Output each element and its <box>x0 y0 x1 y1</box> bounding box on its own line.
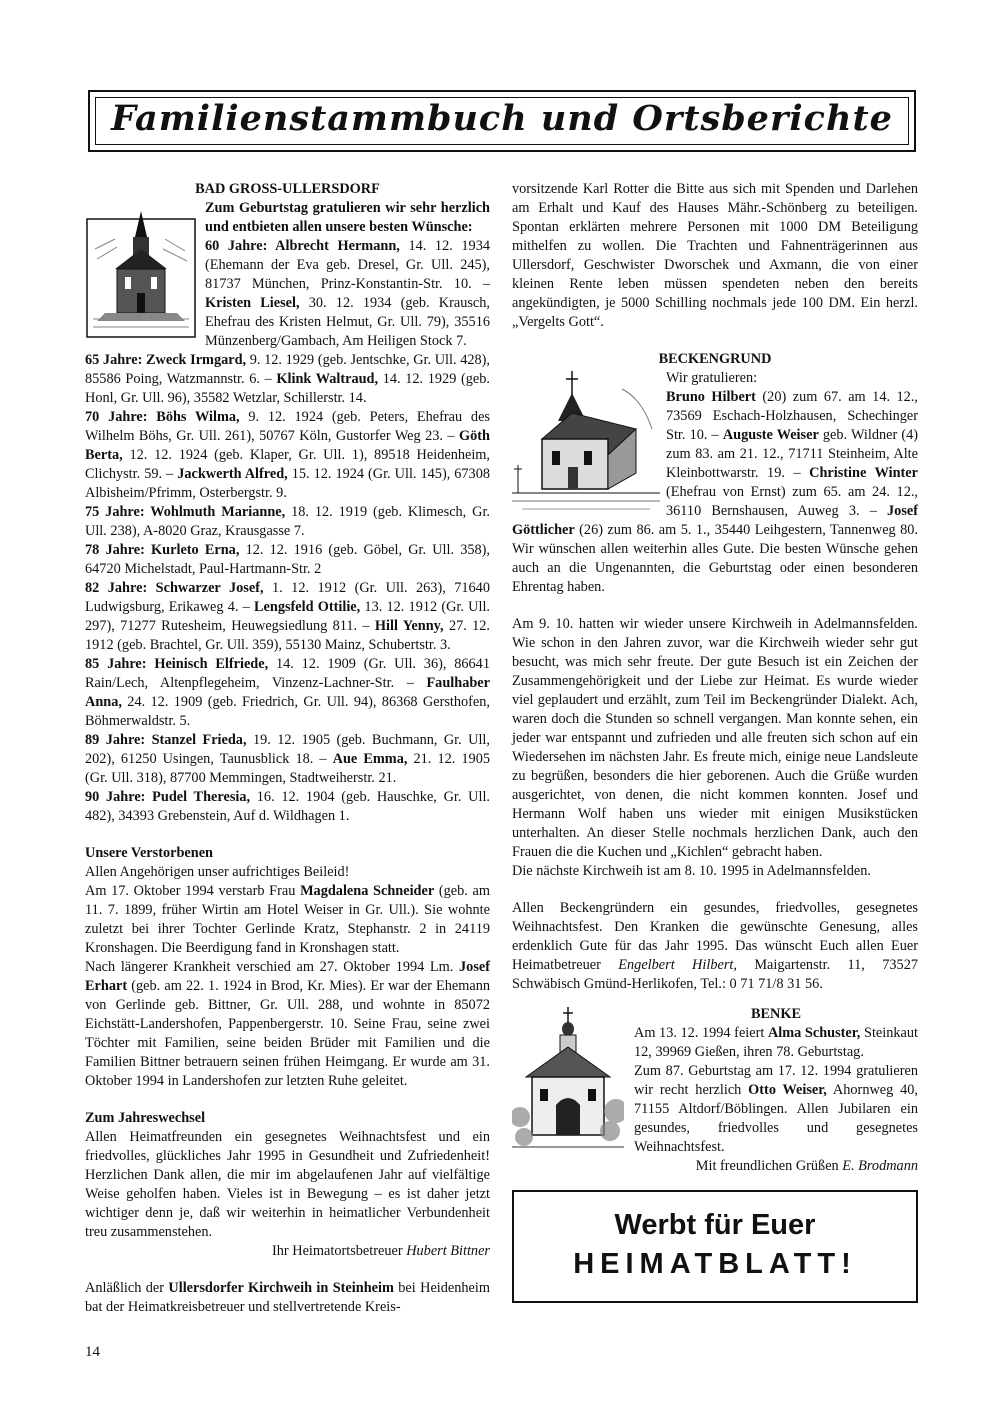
church-illustration-ullersdorf <box>85 209 197 339</box>
next-kirchweih: Die nächste Kirchweih ist am 8. 10. 1995 in Adelmannsfelden. <box>512 863 871 879</box>
section-title-beckengrund: BECKENGRUND <box>658 351 772 367</box>
benke-signature: Mit freundlichen Grüßen E. Brodmann <box>695 1158 918 1174</box>
birthday-entry: 90 Jahre: Pudel Theresia, 16. 12. 1904 (geb. Hauschke, Gr. Ull. 482), 34393 Grebenstein, Auf d. Wildhagen 1. <box>85 789 490 824</box>
beckengrund-greetings: Allen Beckengründern ein gesundes, friedvolles, gesegnetes Weihnachtsfest. Den Kranken die gewünschte Genesung, alles erdenklich Gute für das Jahr 1995. Das wünscht Euch allen Euer Heimatbetreuer Engelbert Hilbert, Maigartenstr. 11, 73527 Schwäbisch Gmünd-Herlikofen, Tel.: 0 71 71/8 31 56. <box>512 900 919 992</box>
birthday-entry: 65 Jahre: Zweck Irmgard, 9. 12. 1929 (geb. Jentschke, Gr. Ull. 428), 85586 Poing, Watzmannstr. 6. – Klink Waltraud, 14. 12. 1929 (geb. Honl, Gr. Ull. 96), 35582 Wetzlar, Schillerstr. 14. <box>85 352 490 406</box>
new-year-heading: Zum Jahreswechsel <box>85 1110 206 1126</box>
page-number: 14 <box>85 1344 100 1360</box>
advertisement-box <box>512 1190 918 1303</box>
benke-birthday-1: Am 13. 12. 1994 feiert Alma Schuster, Steinkaut 12, 39969 Gießen, ihren 78. Geburtstag. <box>634 1025 918 1060</box>
chapel-illustration-beckengrund <box>512 369 660 519</box>
chapel-illustration-benke <box>512 1007 624 1157</box>
deceased-paragraph: Am 17. Oktober 1994 verstarb Frau Magdalena Schneider (geb. am 11. 7. 1899, früher Wirtin am Hotel Weiser in Gr. Ull.). Sie wohnte zuletzt bei ihrer Tochter Gerlinde Kratz, Stephanstr. 2 in 24119 Kronshagen. Die Beerdigung fand in Kronshagen statt. <box>85 883 491 956</box>
birthday-entry: 85 Jahre: Heinisch Elfriede, 14. 12. 1909 (Gr. Ull. 36), 86641 Rain/Lech, Altenpflegeheim, Vinzenz-Lachner-Str. – Faulhaber Anna, 24. 12. 1909 (geb. Friedrich, Gr. Ull. 94), 86368 Gersthofen, Böhmerwaldstr. 5. <box>85 656 490 729</box>
kirchweih-report: Am 9. 10. hatten wir wieder unsere Kirchweih in Adelmannsfelden. Wie schon in den Jahren zuvor, war die Kirchweih wieder sehr gut besucht, was mich sehr freute. Der gute Besuch ist ein Zeichen der Zusammengehörigkeit und der Liebe zur Heimat. Es wurde wieder viel geplaudert und erzählt, zum Teil im Beckengründer Dialekt. Ach, waren doch die Stunden so schnell vergangen. Man konnte sehen, ein jeder war entspannt und zufrieden und alle freuten sich schon auf ein Wiedersehen im nächsten Jahr. Es freute mich, einige neue Landsleute zu begrüßen, besonders die hier geborenen. Auch die Grüße wurden ausgerichtet, von denen, die nicht kommen konnten. Josef und Hermann Wolf haben uns wieder mit einigen Musikstücken unterhalten. An dieser Stelle nochmals herzlichen Dank, auch den Frauen die die Kuchen und „Kichlen“ gebracht haben. <box>512 616 918 860</box>
new-year-signature: Ihr Heimatortsbetreuer Hubert Bittner <box>272 1243 490 1259</box>
greeting-intro: Zum Geburtstag gratulieren wir sehr herzlich und entbieten allen unsere besten Wünsche: <box>205 200 490 235</box>
deceased-heading: Unsere Verstorbenen <box>85 845 214 861</box>
new-year-text: Allen Heimatfreunden ein gesegnetes Weihnachtsfest und ein friedvolles, glückliches Jahr 1995 in Gesundheit und Zufriedenheit! Herzlichen Dank allen, die mir im abgelaufenen Jahr auf vielfältige Weise geholfen haben. Vieles ist in Bewegung – es ist daher jetzt wichtiger denn je, daß wir weiterhin in heimatlicher Verbundenheit treu zusammenstehen. <box>85 1129 490 1240</box>
left-column <box>85 180 490 1317</box>
continued-paragraph: vorsitzende Karl Rotter die Bitte aus sich mit Spenden und Darlehen am Erhalt und Kauf des Hauses Mähr.-Schönberg zu beteiligen. Spontan erklärten mehrere Personen mit 1000 DM Beteiligung mithelfen zu wollen. Die Trachten und Fahnenträgerinnen aus Ullersdorf, Geschwister Dworschek und Axmann, die von einer kleinen Rente leben müssen spendeten neben den bereits angekündigten, je 5000 Schilling nochmals jede 100 DM. Ein herzl. „Vergelts Gott“. <box>512 181 918 330</box>
birthday-entry: 78 Jahre: Kurleto Erna, 12. 12. 1916 (geb. Göbel, Gr. Ull. 358), 64720 Michelstadt, Paul-Hartmann-Str. 2 <box>85 542 490 577</box>
ad-line-1: Werbt für Euer <box>614 1209 816 1241</box>
benke-birthday-2: Zum 87. Geburtstag am 17. 12. 1994 gratulieren wir recht herzlich Otto Weiser, Ahornweg 40, 71155 Altdorf/Böblingen. Allen Jubilaren ein gesundes, friedvolles und gesegnetes Weihnachtsfest. <box>634 1063 918 1155</box>
right-column <box>512 180 918 1176</box>
beckengrund-intro: Wir gratulieren: <box>666 370 758 386</box>
birthday-entry: 70 Jahre: Böhs Wilma, 9. 12. 1924 (geb. Peters, Ehefrau des Wilhelm Böhs, Gr. Ull. 261), 50767 Köln, Gustorfer Weg 23. – Göth Berta, 12. 12. 1924 (geb. Klaper, Gr. Ull. 1), 89518 Heidenheim, Clichystr. 59. – Jackwerth Alfred, 15. 12. 1924 (Gr. Ull. 145), 67308 Albisheim/Pfrimm, Osterbergstr. 9. <box>85 409 491 501</box>
birthday-entry: 60 Jahre: Albrecht Hermann, 14. 12. 1934 (Ehemann der Eva geb. Dresel, Gr. Ull. 245), 81737 München, Prinz-Konstantin-Str. 10. – Kristen Liesel, 30. 12. 1934 (geb. Krausch, Ehefrau des Kristen Helmut, Gr. Ull. 79), 35516 Münzenberg/Gambach, Am Heiligen Stock 7. <box>205 238 491 349</box>
ad-line-2: HEIMATBLATT! <box>573 1248 857 1280</box>
page-header <box>88 90 916 152</box>
birthday-entry: 89 Jahre: Stanzel Frieda, 19. 12. 1905 (geb. Buchmann, Gr. Ull, 202), 61250 Usingen, Taunusblick 18. – Aue Emma, 21. 12. 1905 (Gr. Ull. 318), 87700 Memmingen, Stadtweiherstr. 21. <box>85 732 490 786</box>
page-title: Familienstammbuch und Ortsberichte <box>111 98 893 139</box>
beckengrund-birthdays: Bruno Hilbert (20) zum 67. am 14. 12., 73569 Eschach-Holzhausen, Schechinger Str. 10. – Auguste Weiser geb. Wildner (4) zum 83. am 21. 12., 71711 Steinheim, Alte Kleinbottwarstr. 19. – Christine Winter (Ehefrau von Ernst) zum 65. am 24. 12., 36110 Bernshausen, Auweg 3. – Josef Göttlicher (26) zum 86. am 5. 1., 35440 Leihgestern, Tannenweg 80. Wir wünschen allen weiterhin alles Gute. Die besten Wünsche gehen auch an die Ungenannten, die Geburtstag oder einen besonderen Ehrentag haben. <box>512 389 919 595</box>
birthday-entry: 82 Jahre: Schwarzer Josef, 1. 12. 1912 (Gr. Ull. 263), 71640 Ludwigsburg, Erikaweg 4. – Lengsfeld Ottilie, 13. 12. 1912 (Gr. Ull. 297), 71277 Rutesheim, Heuwegsiedlung 811. – Hill Yenny, 27. 12. 1912 (geb. Brachtel, Gr. Ull. 359), 55130 Mainz, Schubertstr. 3. <box>85 580 490 653</box>
kirchweih-paragraph: Anläßlich der Ullersdorfer Kirchweih in Steinheim bei Heidenheim bat der Heimatkreisbetreuer und stellvertretende Kreis- <box>85 1280 490 1315</box>
section-title-bad-gross-ullersdorf: BAD GROSS-ULLERSDORF <box>195 181 380 197</box>
section-title-benke: BENKE <box>750 1006 802 1022</box>
birthday-entry: 75 Jahre: Wohlmuth Marianne, 18. 12. 1919 (geb. Klimesch, Gr. Ull. 238), A-8020 Graz, Krausgasse 7. <box>85 504 491 539</box>
deceased-paragraph: Nach längerer Krankheit verschied am 27. Oktober 1994 Lm. Josef Erhart (geb. am 22. 1. 1924 in Brod, Kr. Mies). Er war der Ehemann von Gerlinde geb. Bittner, Gr. Ull. 288, und wohnte in 85072 Eichstätt-Landershofen, Pappenbergerstr. 10. Seine Frau, seine zwei Töchter mit Familien, seine beiden Brüder mit Familien und die Familien Bittner betrauern seinen frühen Heimgang. Er wurde am 31. Oktober 1994 in Landershofen zur letzten Ruhe geleitet. <box>85 959 490 1089</box>
deceased-condolence: Allen Angehörigen unser aufrichtiges Beileid! <box>85 864 350 880</box>
